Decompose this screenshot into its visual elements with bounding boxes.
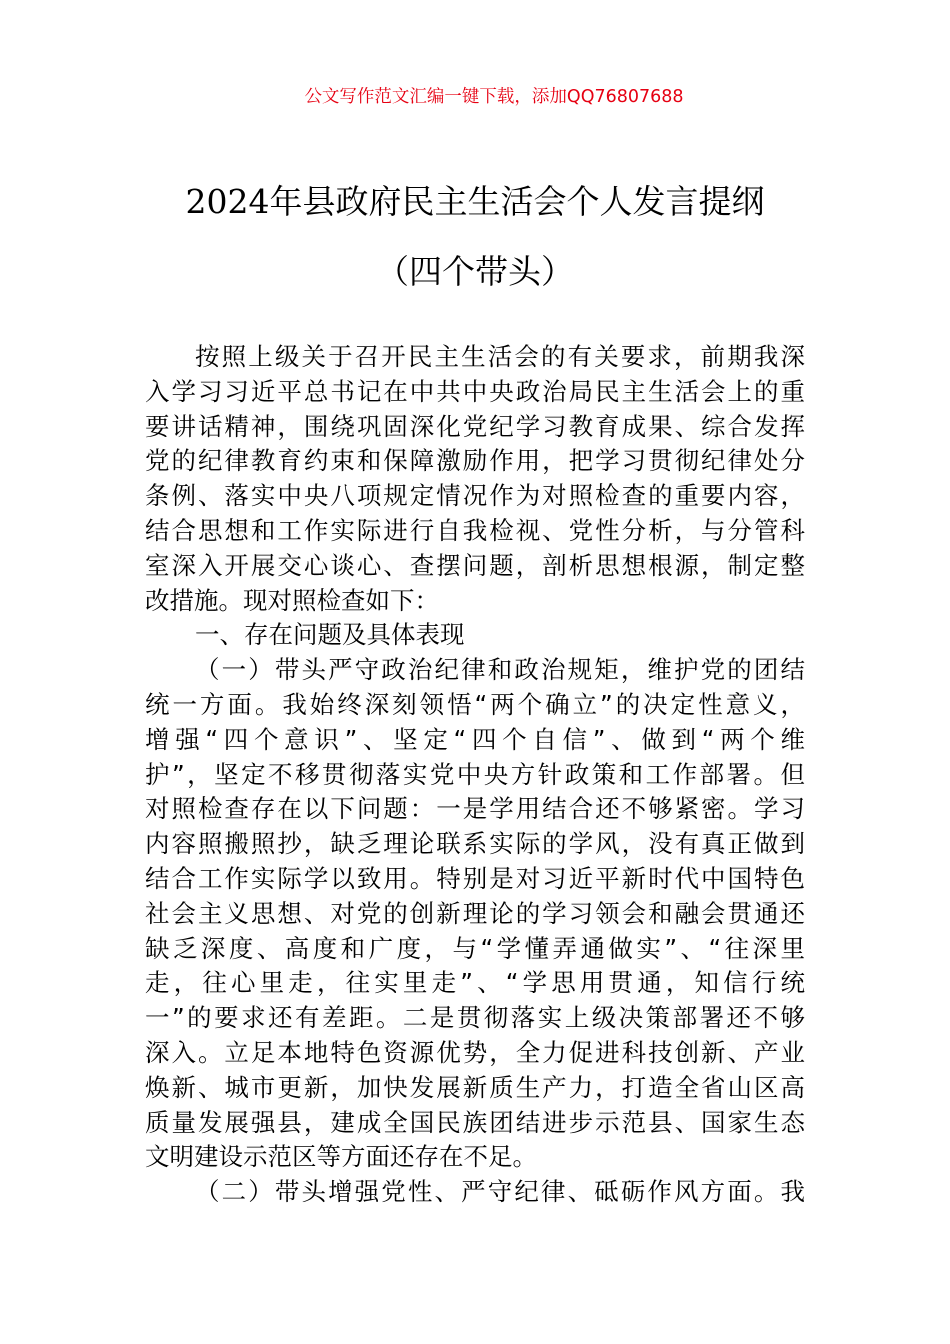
body-line: 缺乏深度、高度和广度，与“学懂弄通做实”、“往深里 (145, 933, 805, 963)
section-heading: 一、存在问题及具体表现 (195, 620, 465, 650)
body-line: 护”，坚定不移贯彻落实党中央方针政策和工作部署。但 (145, 759, 805, 789)
body-line: （二）带头增强党性、严守纪律、砥砺作风方面。我 (195, 1177, 805, 1207)
document-subtitle: （四个带头） (376, 252, 574, 291)
body-line: 内容照搬照抄，缺乏理论联系实际的学风，没有真正做到 (145, 829, 805, 859)
body-line: 增强“四个意识”、坚定“四个自信”、做到“两个维 (145, 724, 805, 754)
body-line: 焕新、城市更新，加快发展新质生产力，打造全省山区高 (145, 1072, 805, 1102)
download-banner-link[interactable]: 公文写作范文汇编一键下载，添加QQ76807688 (304, 87, 684, 107)
document-title: 2024年县政府民主生活会个人发言提纲 (185, 182, 765, 221)
body-line: 条例、落实中央八项规定情况作为对照检查的重要内容， (145, 481, 805, 511)
body-line: 走，往心里走，往实里走”、“学思用贯通，知信行统 (145, 968, 805, 998)
body-line: 质量发展强县，建成全国民族团结进步示范县、国家生态 (145, 1107, 805, 1137)
document-body (145, 340, 805, 1210)
body-line: 统一方面。我始终深刻领悟“两个确立”的决定性意义， (145, 689, 805, 719)
body-line: 社会主义思想、对党的创新理论的学习领会和融会贯通还 (145, 898, 805, 928)
body-line: 对照检查存在以下问题：一是学用结合还不够紧密。学习 (145, 794, 805, 824)
body-line: 改措施。现对照检查如下： (145, 585, 439, 615)
body-line: 深入。立足本地特色资源优势，全力促进科技创新、产业 (145, 1037, 805, 1067)
body-line: 文明建设示范区等方面还存在不足。 (145, 1142, 537, 1172)
body-line: 党的纪律教育约束和保障激励作用，把学习贯彻纪律处分 (145, 446, 805, 476)
body-line: 结合工作实际学以致用。特别是对习近平新时代中国特色 (145, 863, 805, 893)
body-line: 要讲话精神，围绕巩固深化党纪学习教育成果、综合发挥 (145, 411, 805, 441)
body-line: 一”的要求还有差距。二是贯彻落实上级决策部署还不够 (145, 1003, 805, 1033)
body-line: （一）带头严守政治纪律和政治规矩，维护党的团结 (195, 655, 805, 685)
body-line: 室深入开展交心谈心、查摆问题，剖析思想根源，制定整 (145, 550, 805, 580)
body-line: 结合思想和工作实际进行自我检视、党性分析，与分管科 (145, 515, 805, 545)
body-line: 入学习习近平总书记在中共中央政治局民主生活会上的重 (145, 376, 805, 406)
body-line: 按照上级关于召开民主生活会的有关要求，前期我深 (195, 342, 805, 371)
